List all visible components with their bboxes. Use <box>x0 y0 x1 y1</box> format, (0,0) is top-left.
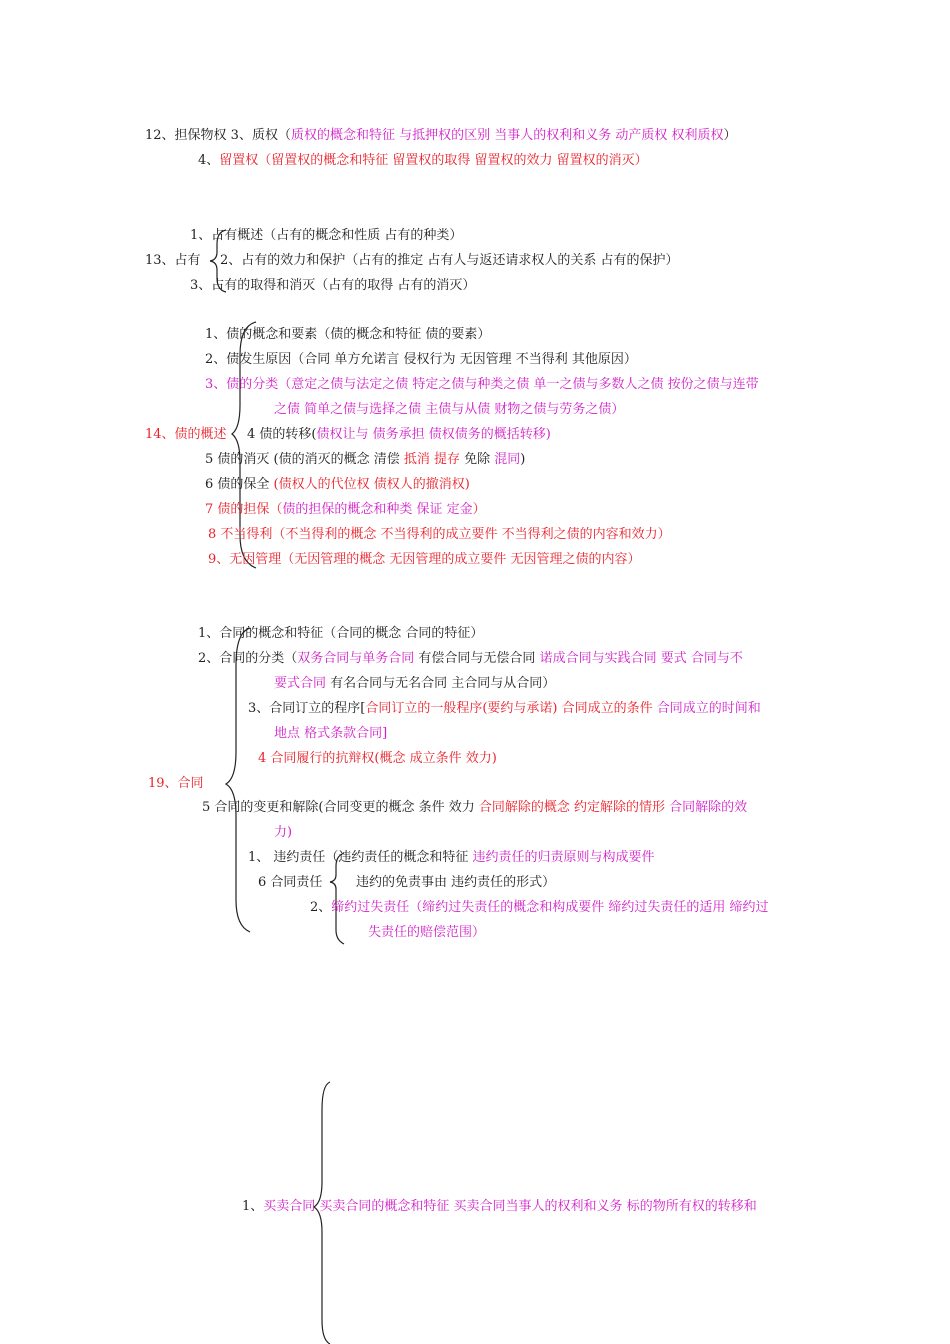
text: 合同订立的一般程序(要约与承诺) 合同成立的条件 <box>365 701 657 716</box>
text: 买卖合同的概念和特征 买卖合同当事人的权利和义务 标的物所有权的转移和 <box>315 1199 757 1214</box>
text: 2、 <box>310 900 332 915</box>
text: 双务合同与单务合同 <box>297 651 415 666</box>
text: 4、 <box>198 153 220 168</box>
section-19-item6-sub2 <box>310 899 769 917</box>
section-14-item4 <box>247 426 551 444</box>
section-19-item3-cont: 地点 格式条款合同] <box>274 726 388 741</box>
text: 合同解除的效 <box>665 800 748 815</box>
section-13-item3: 3、占有的取得和消灭（占有的取得 占有的消灭） <box>190 278 476 293</box>
text: 有偿合同与无偿合同 <box>414 651 540 666</box>
text: 5 合同的变更和解除(合同变更的概念 条件 效力 <box>202 800 479 815</box>
section-19-item5-cont: 力) <box>274 825 293 840</box>
section-19-item6-sub1-cont: 违约的免责事由 违约责任的形式） <box>356 875 556 890</box>
text: 违约责任的归责原则与构成要件 <box>472 850 655 865</box>
text: 3、合同订立的程序[ <box>248 701 366 716</box>
section-13-heading: 13、占有 <box>145 253 201 268</box>
section-19-item2-cont <box>274 675 555 693</box>
text: 要式合同 <box>274 676 327 691</box>
text: 5 债的消灭 (债的消灭的概念 清偿 <box>205 452 404 467</box>
text: 合同成立的时间和 <box>656 701 761 716</box>
section-14-item3-cont: 之债 简单之债与选择之债 主债与从债 财物之债与劳务之债） <box>274 402 625 417</box>
text: 抵消 提存 <box>403 452 461 467</box>
section-12-line1 <box>145 127 737 145</box>
text: 诺成合同与实践合同 要式 合同与不 <box>539 651 743 666</box>
text: 2、合同的分类（ <box>198 651 298 666</box>
section-19-item2 <box>198 650 743 668</box>
sales-contract-line <box>242 1198 757 1216</box>
text: 混同 <box>494 452 521 467</box>
section-14-item7 <box>205 501 486 519</box>
section-19-item4: 4 合同履行的抗辩权(概念 成立条件 效力) <box>258 751 497 766</box>
text: ） <box>472 502 486 517</box>
text: 免除 <box>460 452 495 467</box>
section-14-heading: 14、债的概述 <box>145 427 227 442</box>
text: 缔约过失责任（缔约过失责任的概念和构成要件 缔约过失责任的适用 缔约过 <box>331 900 769 915</box>
text: (债权人的代位权 债权人的撤消权) <box>273 477 470 492</box>
section-14-item2: 2、债发生原因（合同 单方允诺言 侵权行为 无因管理 不当得利 其他原因） <box>205 352 637 367</box>
text: 留置权（留置权的概念和特征 留置权的取得 留置权的效力 留置权的消灭） <box>219 153 648 168</box>
text: 有名合同与无名合同 主合同与从合同） <box>326 676 556 691</box>
text: 债的担保的概念和种类 保证 定金 <box>282 502 473 517</box>
text: 4 债的转移( <box>247 427 317 442</box>
text: 买卖合同 <box>263 1199 316 1214</box>
text: 1、 违约责任（违约责任的概念和特征 <box>248 850 473 865</box>
section-19-item1: 1、合同的概念和特征（合同的概念 合同的特征） <box>198 626 484 641</box>
section-19-item5 <box>202 799 747 817</box>
section-14-item3: 3、债的分类（意定之债与法定之债 特定之债与种类之债 单一之债与多数人之债 按份之债与连带 <box>205 377 759 392</box>
text: 债权让与 债务承担 债权债务的概括转移) <box>316 427 551 442</box>
section-19-item6-sub2-cont: 失责任的赔偿范围） <box>368 925 486 940</box>
text: 当事人的权利和义务 动产质权 权利质权 <box>490 128 724 143</box>
section-12-line2 <box>198 152 648 170</box>
text: 12、担保物权 3、质权（ <box>145 128 291 143</box>
text: 合同解除的概念 约定解除的情形 <box>478 800 666 815</box>
text: 6 债的保全 <box>205 477 274 492</box>
section-13-item1: 1、占有概述（占有的概念和性质 占有的种类） <box>190 228 463 243</box>
section-19-item6-heading: 6 合同责任 <box>258 875 323 890</box>
section-19-item6-sub1 <box>248 849 655 867</box>
section-19-item3 <box>248 700 761 718</box>
section-14-item5 <box>205 451 525 469</box>
section-14-item8: 8 不当得利（不当得利的概念 不当得利的成立要件 不当得利之债的内容和效力） <box>208 527 671 542</box>
text: 质权的概念和特征 与抵押权的区别 <box>290 128 491 143</box>
text: ) <box>520 452 526 467</box>
section-19-heading: 19、合同 <box>148 776 204 791</box>
section-13-item2: 2、占有的效力和保护（占有的推定 占有人与返还请求权人的关系 占有的保护） <box>220 253 679 268</box>
section-14-item6 <box>205 476 470 494</box>
section-14-item9: 9、无因管理（无因管理的概念 无因管理的成立要件 无因管理之债的内容） <box>208 552 641 567</box>
section-14-item1: 1、债的概念和要素（债的概念和特征 债的要素） <box>205 327 491 342</box>
text: 7 债的担保（ <box>205 502 283 517</box>
brace-19 <box>226 628 250 932</box>
text: ） <box>723 128 737 143</box>
text: 1、 <box>242 1199 264 1214</box>
